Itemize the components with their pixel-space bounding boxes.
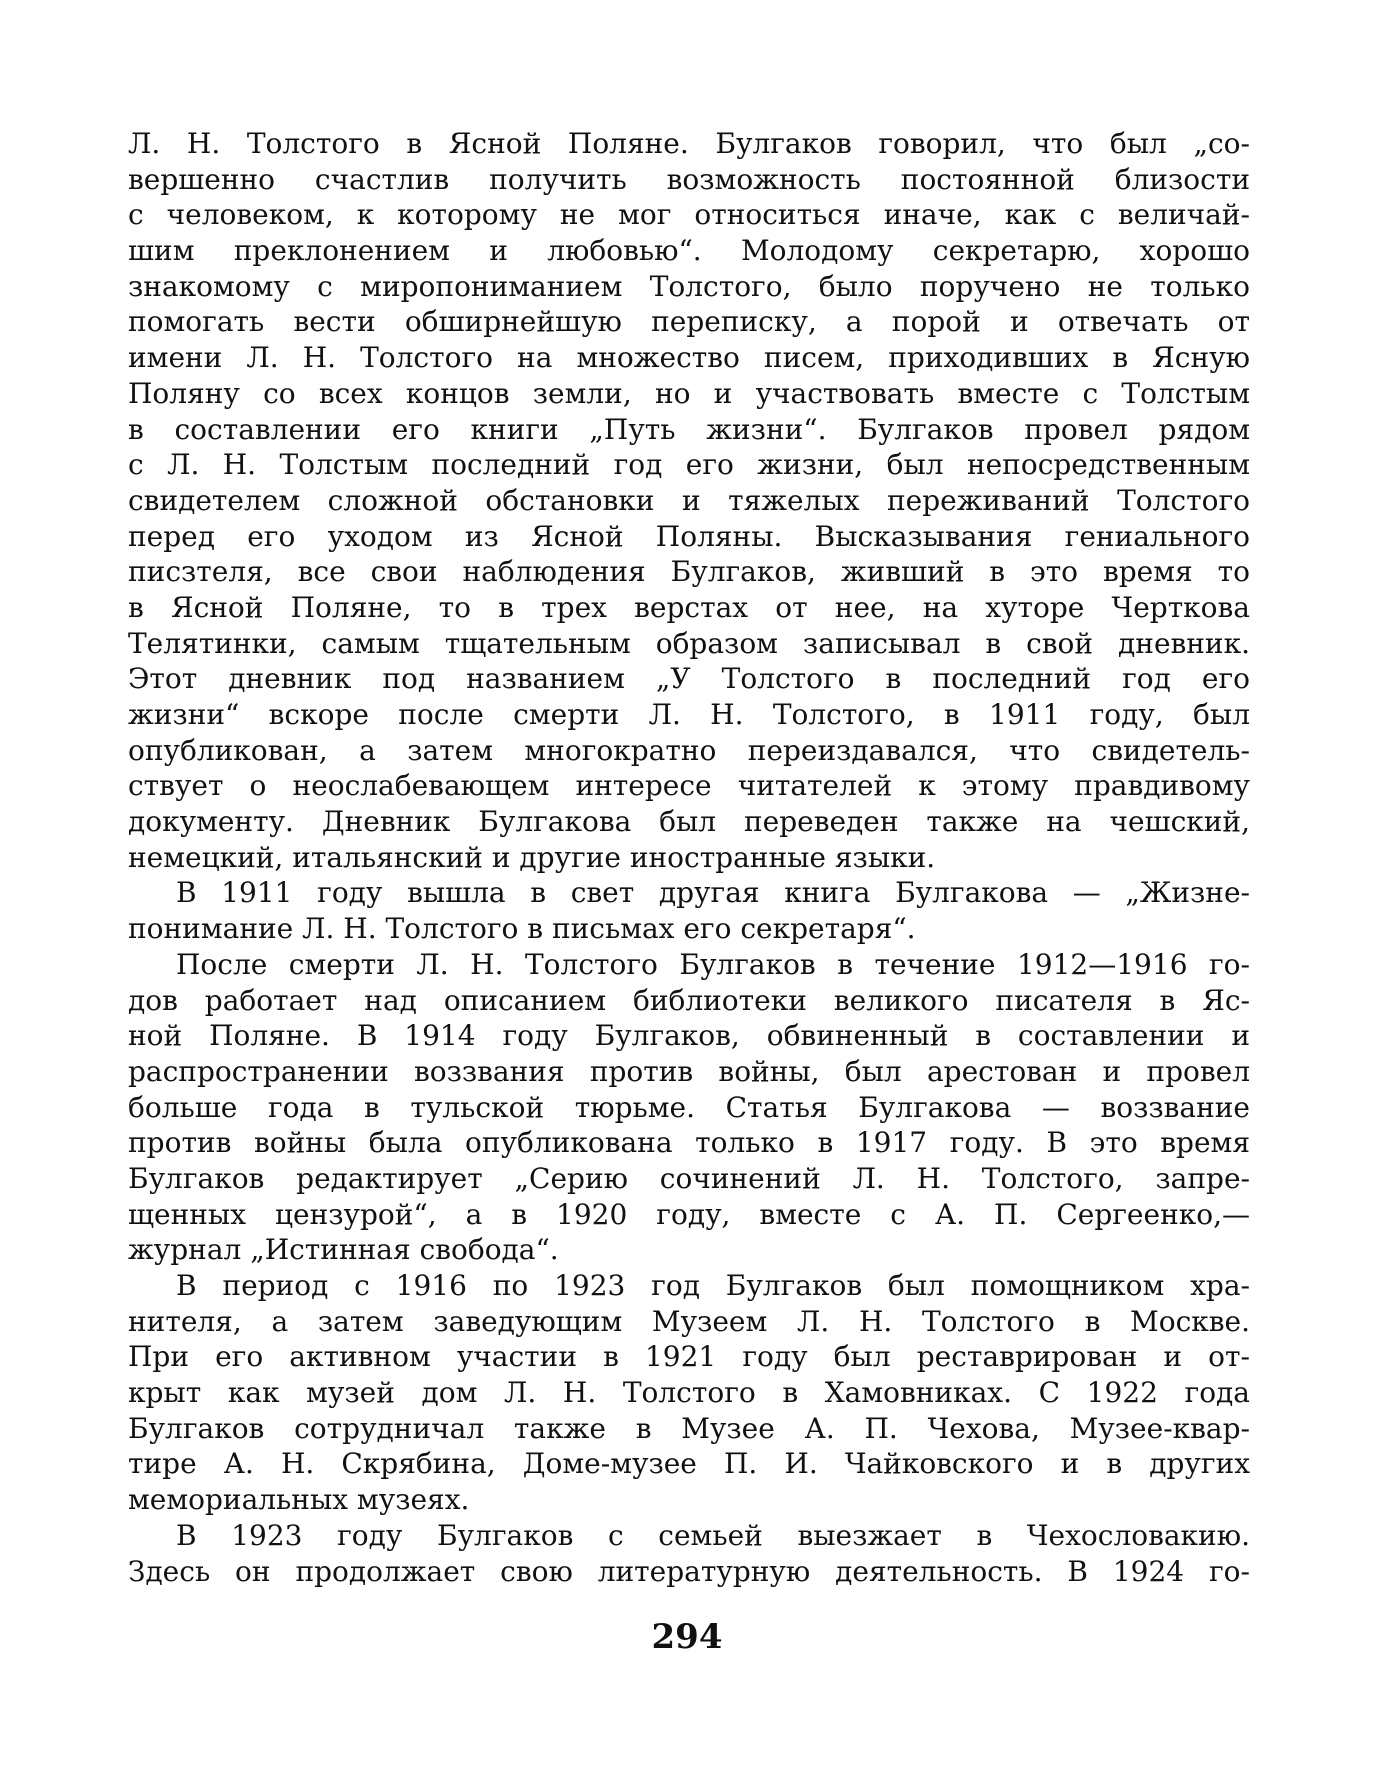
text-line: против войны была опубликована только в 1917 году. В это время (128, 1126, 1250, 1160)
text-line: Л. Н. Толстого в Ясной Поляне. Булгаков говорил, что был „со- (128, 127, 1250, 160)
text-line: Булгаков редактирует „Серию сочинений Л. Н. Толстого, запре- (128, 1161, 1250, 1195)
text-line: в Ясной Поляне, то в трех верстах от нее, на хуторе Черткова (128, 590, 1250, 624)
text-line: жизни“ вскоре после смерти Л. Н. Толстого, в 1911 году, был (128, 698, 1250, 731)
text-line: В период с 1916 по 1923 год Булгаков был помощником хра- (176, 1269, 1250, 1302)
text-line: вершенно счастлив получить возможность постоянной близости (128, 162, 1250, 196)
text-line: шим преклонением и любовью“. Молодому секретарю, хорошо (128, 234, 1250, 268)
text-line: крыт как музей дом Л. Н. Толстого в Хамовниках. С 1922 года (128, 1376, 1250, 1410)
text-line: свидетелем сложной обстановки и тяжелых переживаний Толстого (128, 483, 1250, 517)
text-line: немецкий, итальянский и другие иностранные языки. (128, 840, 936, 874)
text-line: щенных цензурой“, а в 1920 году, вместе с А. П. Сергеенко,— (128, 1197, 1250, 1231)
text-line: знакомому с миропониманием Толстого, было поручено не только (128, 269, 1250, 303)
text-line: нителя, а затем заведующим Музеем Л. Н. Толстого в Москве. (128, 1304, 1250, 1338)
text-line: документу. Дневник Булгакова был переведен также на чешский, (128, 805, 1250, 839)
text-line: мемориальных музеях. (128, 1483, 470, 1517)
text-line: в составлении его книги „Путь жизни“. Булгаков провел рядом (128, 412, 1250, 446)
page-number: 294 (651, 1617, 723, 1657)
text-line: Телятинки, самым тщательным образом записывал в свой дневник. (128, 626, 1250, 660)
text-line: журнал „Истинная свобода“. (128, 1233, 559, 1267)
text-line: Этот дневник под названием „У Толстого в последний год его (128, 662, 1250, 696)
text-line: дов работает над описанием библиотеки великого писателя в Яс- (128, 983, 1250, 1017)
text-line: тире А. Н. Скрябина, Доме-музее П. И. Чайковского и в других (128, 1447, 1250, 1481)
text-line: Булгаков сотрудничал также в Музее А. П. Чехова, Музее-квар- (128, 1411, 1250, 1445)
text-line: В 1923 году Булгаков с семьей выезжает в Чехословакию. (176, 1518, 1250, 1552)
text-line: больше года в тульской тюрьме. Статья Булгакова — воззвание (128, 1090, 1250, 1124)
text-line: с Л. Н. Толстым последний год его жизни, был непосредственным (128, 448, 1250, 482)
text-line: При его активном участии в 1921 году был реставрирован и от- (128, 1340, 1250, 1374)
text-line: перед его уходом из Ясной Поляны. Высказывания гениального (128, 519, 1250, 553)
text-line: распространении воззвания против войны, был арестован и провел (128, 1054, 1250, 1088)
text-line: понимание Л. Н. Толстого в письмах его секретаря“. (128, 912, 916, 946)
text-line: После смерти Л. Н. Толстого Булгаков в течение 1912—1916 го- (176, 947, 1250, 981)
text-line: ствует о неослабевающем интересе читателей к этому правдивому (128, 769, 1250, 803)
text-line: Поляну со всех концов земли, но и участвовать вместе с Толстым (128, 376, 1250, 410)
text-line: опубликован, а затем многократно переиздавался, что свидетель- (128, 733, 1250, 767)
text-line: В 1911 году вышла в свет другая книга Булгакова — „Жизне- (176, 876, 1250, 910)
text-line: помогать вести обширнейшую переписку, а порой и отвечать от (128, 305, 1250, 339)
text-line: с человеком, к которому не мог относиться иначе, как с величай- (128, 198, 1250, 232)
text-line: имени Л. Н. Толстого на множество писем, приходивших в Ясную (128, 341, 1250, 375)
text-line: писзтеля, все свои наблюдения Булгаков, живший в это время то (128, 555, 1250, 589)
body-text (128, 126, 1250, 1589)
text-line: Здесь он продолжает свою литературную деятельность. В 1924 го- (128, 1554, 1250, 1588)
text-line: ной Поляне. В 1914 году Булгаков, обвиненный в составлении и (128, 1019, 1250, 1053)
